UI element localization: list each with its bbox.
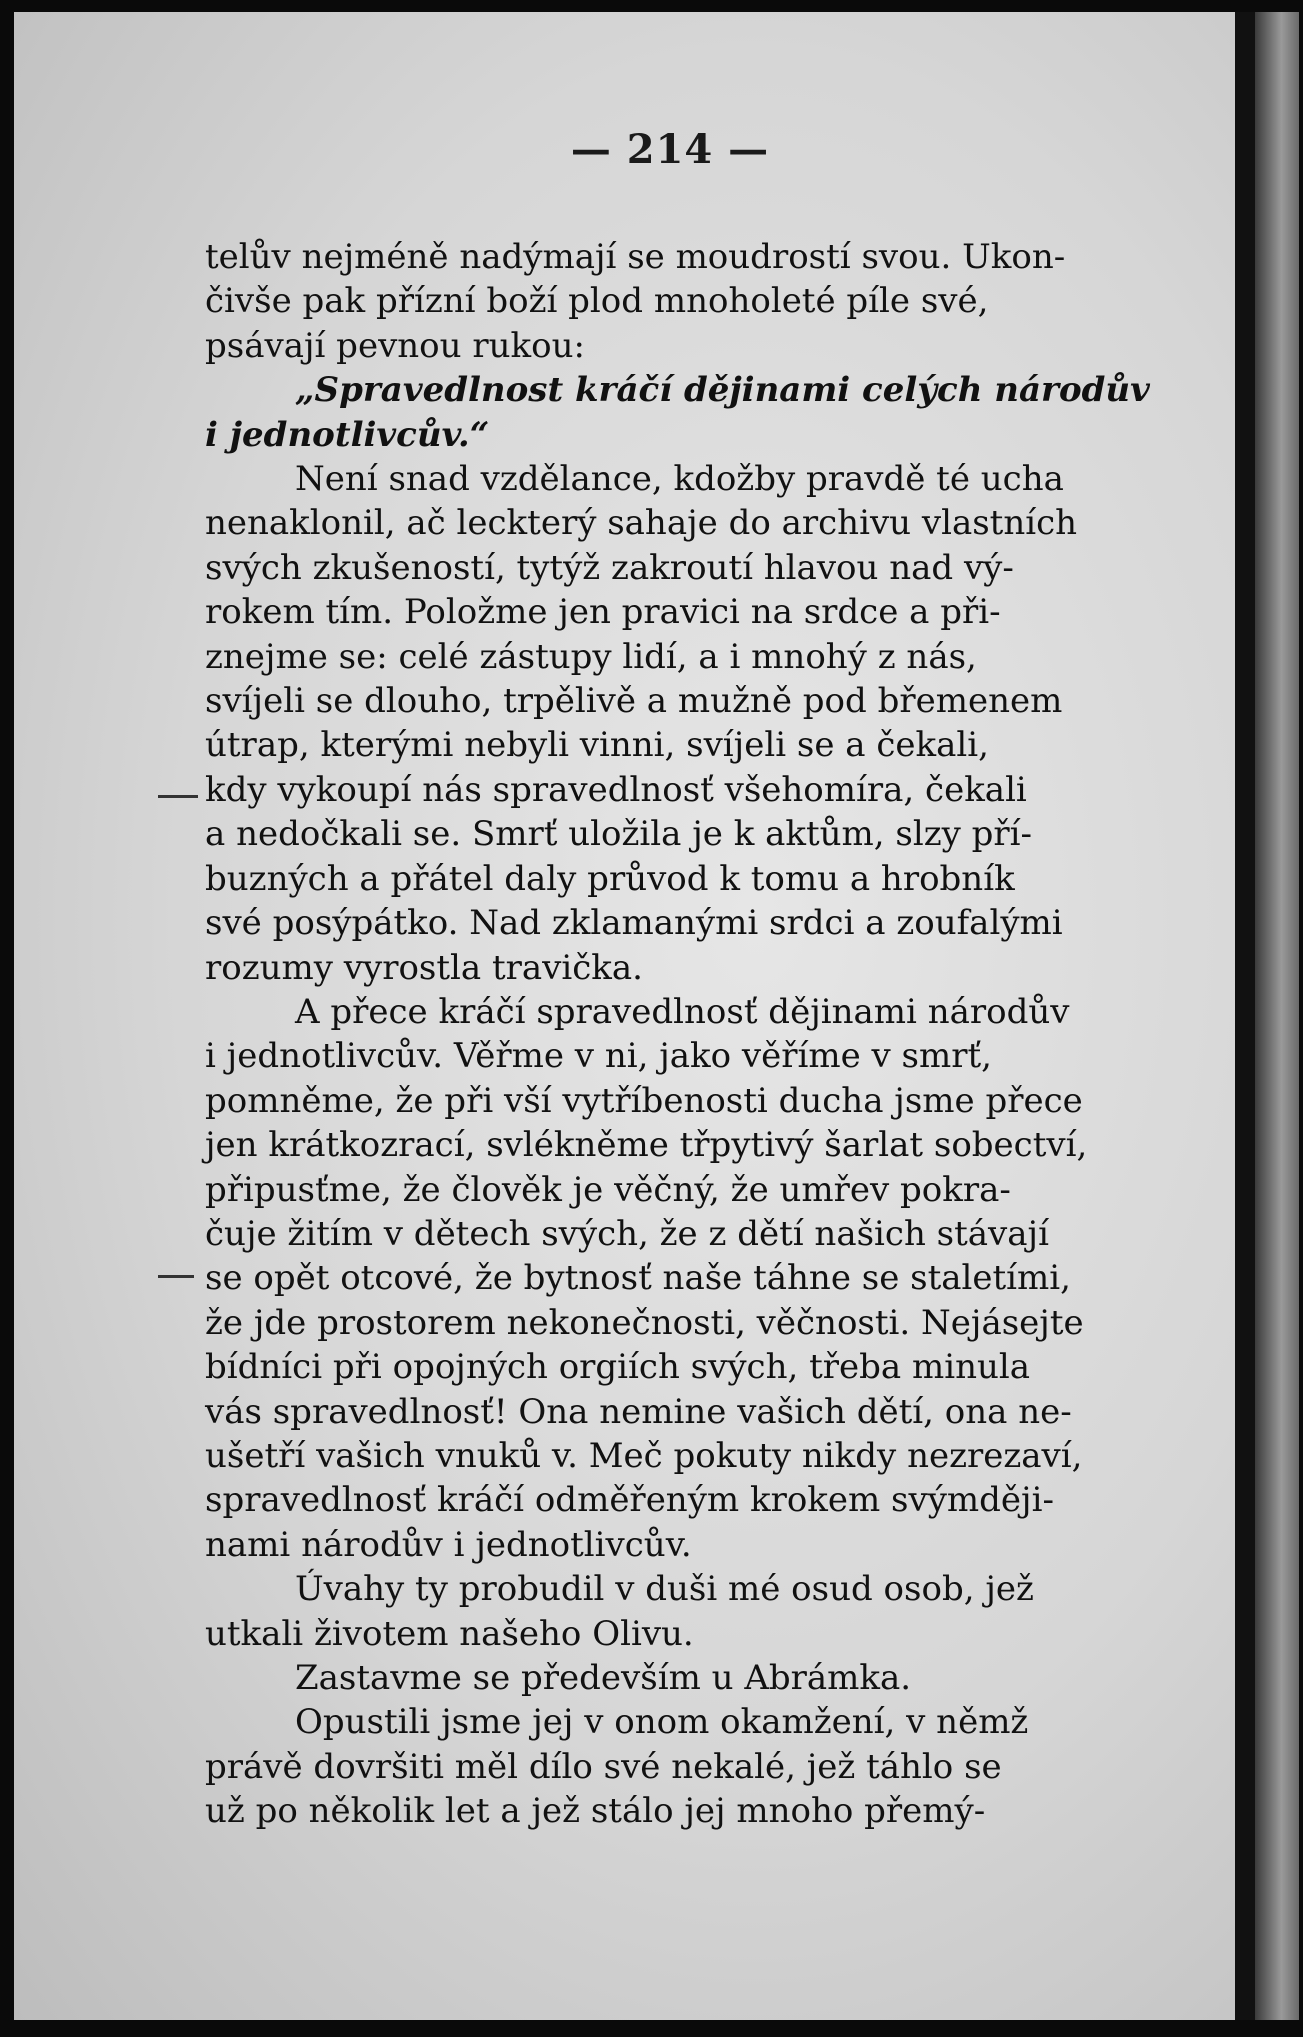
text-line: připusťme, že člověk je věčný, že umřev pokra- xyxy=(205,1169,1011,1210)
text-line: už po několik let a jež stálo jej mnoho přemý- xyxy=(205,1791,986,1832)
text-line: ušetří vašich vnuků v. Meč pokuty nikdy nezrezaví, xyxy=(205,1435,1083,1476)
text-line: psávají pevnou rukou: xyxy=(205,325,585,366)
text-line: a nedočkali se. Smrť uložila je k aktům, slzy pří- xyxy=(205,814,1033,855)
text-line: kdy vykoupí nás spravedlnosť všehomíra, čekali xyxy=(205,769,1027,810)
page-binding-shadow xyxy=(1235,12,1255,2020)
text-line: „Spravedlnost kráčí dějinami celých národův xyxy=(295,370,1150,411)
text-line: čuje žitím v dětech svých, že z dětí našich stávají xyxy=(205,1213,1049,1254)
text-line: A přece kráčí spravedlnosť dějinami národův xyxy=(295,991,1070,1032)
text-line: vás spravedlnosť! Ona nemine vašich dětí, ona ne- xyxy=(205,1391,1072,1432)
text-line: buzných a přátel daly průvod k tomu a hrobník xyxy=(205,858,1015,899)
text-line: i jednotlivcův. Věřme v ni, jako věříme v smrť, xyxy=(205,1036,992,1077)
text-line: Není snad vzdělance, kdožby pravdě té ucha xyxy=(295,459,1064,500)
text-line: i jednotlivcův.“ xyxy=(205,414,490,455)
text-line: že jde prostorem nekonečnosti, věčnosti. Nejásejte xyxy=(205,1302,1084,1343)
text-line: svých zkušeností, tytýž zakroutí hlavou nad vý- xyxy=(205,547,1014,588)
text-line: utkali životem našeho Olivu. xyxy=(205,1613,694,1654)
text-line: jen krátkozrací, svlékněme třpytivý šarlat sobectví, xyxy=(205,1125,1088,1166)
text-line: spravedlnosť kráčí odměřeným krokem svýmději- xyxy=(205,1480,1054,1521)
text-line: Úvahy ty probudil v duši mé osud osob, jež xyxy=(295,1569,1034,1610)
text-line: rokem tím. Položme jen pravici na srdce a při- xyxy=(205,592,1001,633)
text-line: nenaklonil, ač leckterý sahaje do archivu vlastních xyxy=(205,503,1078,544)
margin-pencil-mark xyxy=(158,1275,194,1278)
text-line: telův nejméně nadýmají se moudrostí svou. Ukon- xyxy=(205,237,1066,277)
text-line: pomněme, že při vší vytříbenosti ducha jsme přece xyxy=(205,1080,1083,1121)
text-line: útrap, kterými nebyli vinni, svíjeli se a čekali, xyxy=(205,725,989,766)
margin-pencil-mark xyxy=(158,795,198,798)
text-line: své posýpátko. Nad zklamanými srdci a zoufalými xyxy=(205,903,1063,944)
text-line: znejme se: celé zástupy lidí, a i mnohý z nás, xyxy=(205,636,977,677)
text-line: se opět otcové, že bytnosť naše táhne se staletími, xyxy=(205,1258,1071,1299)
text-line: bídníci při opojných orgiích svých, třeba minula xyxy=(205,1347,1031,1388)
text-line: Zastavme se především u Abrámka. xyxy=(295,1658,912,1698)
body-text xyxy=(205,235,1155,1834)
text-line: právě dovršiti měl dílo své nekalé, jež táhlo se xyxy=(205,1746,1002,1787)
text-line: Opustili jsme jej v onom okamžení, v němž xyxy=(295,1702,1029,1743)
adjacent-page-edge xyxy=(1255,12,1299,2020)
text-line: čivše pak přízní boží plod mnoholeté píle své, xyxy=(205,281,989,322)
page-number: — 214 — xyxy=(570,126,770,173)
text-line: nami národův i jednotlivcův. xyxy=(205,1524,692,1565)
text-line: svíjeli se dlouho, trpělivě a mužně pod břemenem xyxy=(205,681,1063,722)
text-line: rozumy vyrostla travička. xyxy=(205,947,643,988)
